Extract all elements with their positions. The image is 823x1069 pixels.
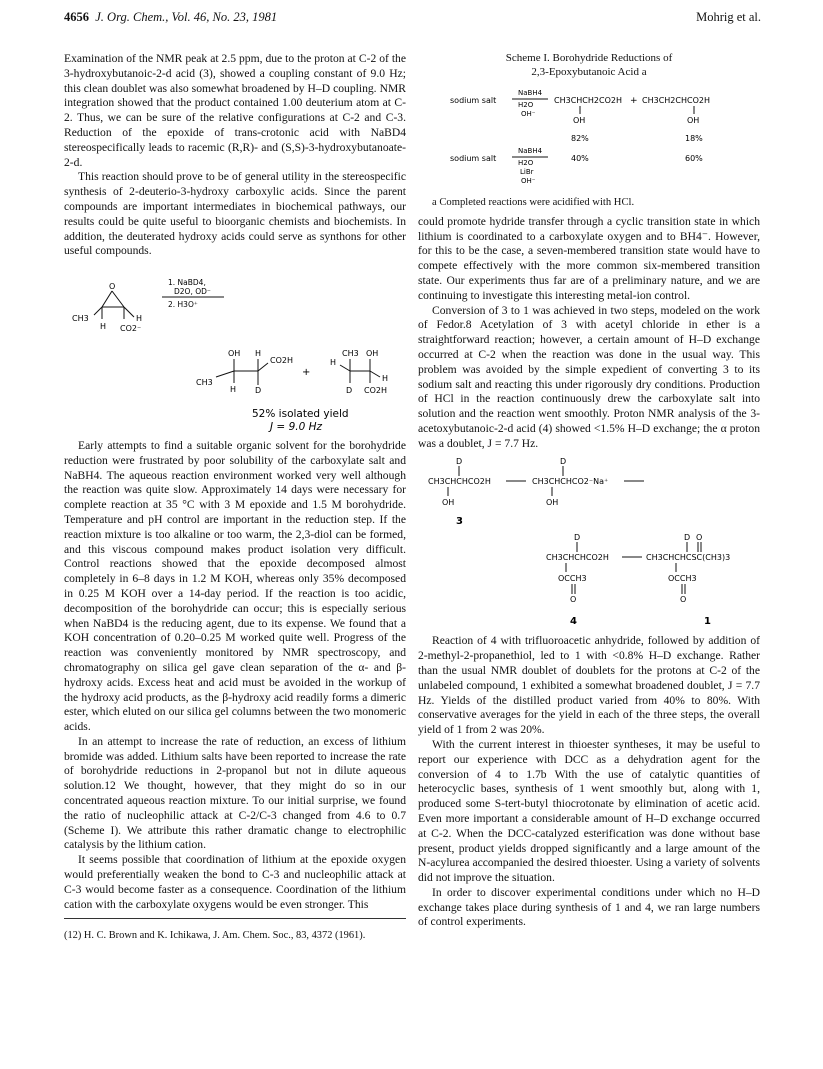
chem-4-o: O: [570, 594, 577, 604]
row2-nabh4: NaBH4: [518, 147, 543, 155]
paragraph: In order to discover experimental conditions under which no H–D exchange takes place during synthesis of 1 and 4, we ran large numbers of control experiments.: [418, 885, 760, 929]
row1-product-1: CH3CHCH2CO2H: [554, 96, 622, 105]
chem-salt: CH3CHCHCO2⁻Na⁺: [532, 476, 609, 486]
conversion-scheme: [418, 452, 760, 630]
label-4: 4: [570, 615, 577, 627]
p1-ch3: CH3: [196, 378, 213, 388]
chem-1-d: D: [684, 532, 691, 542]
chem-3: CH3CHCHCO2H: [428, 476, 491, 486]
row2-sodium-salt: sodium salt: [450, 154, 497, 163]
row1-plus: +: [630, 96, 638, 106]
paragraph: Early attempts to find a suitable organic solvent for the borohydride reduction were frustrated by poor solubility of the carboxylate salt and NaBH4. The aqueous reaction environment worked very well although the reaction was quite slow. Approximately 14 days were necessary for complete reaction at 35 °C with 3 M epoxide and 1.5 M borohydride. Temperature and pH control are important in the reduction step. If the reaction mixture is too alkaline or too warm, the 2,3-diol can be formed, and this viscous compound makes product isolation very difficult. Control reactions showed that the epoxide decomposed almost completely in 6–8 days in 1.2 M KOH, whereas only 35% decomposed in 0.25 M KOH over a 14-day period. If the reaction is too acidic, decomposition of the borohydride can occur; this is especially serious when NaBD4 is the reducing agent, due to its expense. We found that a KOH concentration of 0.20–0.25 M worked quite well. Progress of the reaction was conveniently monitored by NMR spectroscopy, and chromatography on silica gel gave clean separation of the α- and β-hydroxy acids. Excess heat and acid must be avoided in the workup of the hydroxy acid products, as the β-hydroxy acid readily forms a dimeric ester, which eluted on our silica gel columns between the two monomeric acids.: [64, 438, 406, 734]
paragraph: Examination of the NMR peak at 2.5 ppm, due to the proton at C-2 of the 3-hydroxybutanoic-2-d acid (3), showed a coupling constant of 9.0 Hz; this clean doublet was also somewhat broadened by H–D coupling. NMR integration showed that the product contained 1.00 deuterium atom at C-2. Thus, we can be sure of the relative configurations at C-2 and C-3. Reduction of the epoxide of trans-crotonic acid with NaBD4 stereospecifically leads to racemic (R,R)- and (S,S)-3-hydroxybutanoate-2-d.: [64, 52, 406, 169]
paragraph: Reaction of 4 with trifluoroacetic anhydride, followed by addition of 2-methyl-2-propanethiol, led to 1 with <0.8% H–D exchange. Rather than the usual NMR doublet of doublets for the protons at C-2 of the unlabeled compound, 1 exhibited a somewhat broadened doublet, J = 7.7 Hz. Yields of the distilled product varied from 40% to 80%. With conservative averages for the yield in each of the three steps, the overall yield of 1 from 2 was 20%.: [418, 634, 760, 737]
p2-d: D: [346, 386, 353, 396]
coupling-caption: J = 9.0 Hz: [270, 421, 323, 434]
row2-yield-2: 60%: [685, 154, 703, 163]
page-number: 4656: [64, 10, 89, 24]
scheme-title-line-1: Scheme I. Borohydride Reductions of: [505, 52, 673, 64]
p2-h-right: H: [382, 374, 389, 384]
row1-oh: OH⁻: [521, 110, 536, 118]
row1-yield-2: 18%: [685, 134, 703, 143]
p2-oh: OH: [366, 349, 379, 359]
row2-h2o: H2O: [518, 159, 534, 167]
chem-salt-d: D: [560, 456, 567, 466]
p1-h-top: H: [255, 349, 262, 359]
reagent-1b: D2O, OD⁻: [174, 287, 211, 297]
chem-1-occh3: OCCH3: [668, 573, 697, 583]
epoxide-h2: H: [136, 314, 143, 324]
p2-ch3: CH3: [342, 349, 359, 359]
epoxide-reduction-scheme: [64, 259, 406, 434]
chem-4: CH3CHCHCO2H: [546, 552, 609, 562]
row1-oh-1: OH: [573, 116, 586, 125]
row1-h2o: H2O: [518, 101, 534, 109]
product-structure-1: [216, 359, 268, 385]
journal-citation: J. Org. Chem., Vol. 46, No. 23, 1981: [95, 10, 278, 24]
reagent-1: 1. NaBD4,: [168, 278, 206, 288]
chem-1: CH3CHCHCSC(CH3)3: [646, 552, 731, 562]
scheme-i-diagram: [418, 79, 760, 191]
label-3: 3: [456, 515, 463, 527]
epoxide-o: O: [109, 282, 116, 292]
row1-yield-1: 82%: [571, 134, 589, 143]
running-header: [64, 10, 277, 25]
p1-oh: OH: [228, 349, 241, 359]
scheme-title-line-2: 2,3-Epoxybutanoic Acid a: [531, 65, 647, 78]
p1-co2h: CO2H: [270, 356, 293, 366]
row2-yield-1: 40%: [571, 154, 589, 163]
paragraph: could promote hydride transfer through a cyclic transition state in which lithium is coordinated to a carboxylate oxygen and to BH4⁻. However, for this to be the case, a seven-membered transition state would have to compete effectively with the more common six-membered transition state. Our experiments thus far are of a preliminary nature, and we are continuing to investigate this interesting metal-ion control.: [418, 214, 760, 302]
epoxide-h1: H: [100, 322, 107, 332]
chem-salt-oh: OH: [546, 497, 559, 507]
chem-4-occh3: OCCH3: [558, 573, 587, 583]
p2-h-left: H: [330, 358, 337, 368]
paragraph: With the current interest in thioester syntheses, it may be useful to report our experience with DCC as a dehydration agent for the conversion of 4 to 1.7b With the use of catalytic quantities of heterocyclic bases, synthesis of 1 went smoothly but, along with 1, produced some S-tert-butyl thiocrotonate by elimination of acetic acid. Even more important a considerable amount of H–D exchange occurred at C-2. When the DCC-catalyzed esterification was done without base present, product yields dropped significantly and a large amount of the N-acylurea accompanied the desired thioester. Using a variety of solvents did not improve the situation.: [418, 737, 760, 885]
p1-h-bot: H: [230, 385, 237, 395]
paragraph: It seems possible that coordination of lithium at the epoxide oxygen would preferentially weaken the bond to C-3 and nucleophilic attack at C-3 would become faster as a consequence. Coordination of the lithium cation with the carboxylate oxygens would be even stronger. This: [64, 853, 406, 911]
paragraph: This reaction should prove to be of general utility in the stereospecific synthesis of 2-deuterio-3-hydroxy carboxylic acids. Since the parent compounds are important intermediates in biochemical pathways, our results could be quite useful to bioorganic chemists and biochemists. In addition, the deuterated hydroxy acids could serve as synthons for other useful compounds.: [64, 170, 406, 258]
author-header: Mohrig et al.: [696, 10, 761, 24]
p1-d: D: [255, 386, 262, 396]
row1-product-2: CH3CH2CHCO2H: [642, 96, 710, 105]
row2-libr: LiBr: [520, 168, 534, 176]
chem-1-o: O: [696, 532, 703, 542]
yield-caption: 52% isolated yield: [252, 408, 349, 421]
epoxide-structure: [94, 291, 134, 319]
paragraph: In an attempt to increase the rate of reduction, an excess of lithium bromide was added. Lithium salts have been reported to increase the rate of borohydride reductions in 2-propanol but not in dilute aqueous solution.12 We thought, however, that they might do so in our concentrated aqueous reaction mixture. To our initial surprise, we found the ratio of nucleophilic attack at C-2/C-3 changed from 4.6 to 0.7 (Scheme I). We attribute this rather dramatic change to electrophilic catalysis by the lithium cation.: [64, 734, 406, 852]
row2-oh: OH⁻: [521, 177, 536, 185]
p2-co2h: CO2H: [364, 386, 387, 396]
row1-sodium-salt: sodium salt: [450, 96, 497, 105]
left-column: [64, 52, 406, 953]
epoxide-co2: CO2⁻: [120, 324, 142, 334]
chem-4-d: D: [574, 532, 581, 542]
epoxide-ch3: CH3: [72, 314, 89, 324]
footnote-rule: [64, 918, 406, 919]
chem-3-oh: OH: [442, 497, 455, 507]
footnote: (12) H. C. Brown and K. Ichikawa, J. Am. Chem. Soc., 83, 4372 (1961).: [64, 929, 366, 941]
row1-oh-2: OH: [687, 116, 700, 125]
scheme-title: [418, 52, 760, 79]
label-1: 1: [704, 615, 711, 627]
chem-3-d: D: [456, 456, 463, 466]
scheme-footnote: a Completed reactions were acidified with HCl.: [432, 196, 635, 208]
paragraph: Conversion of 3 to 1 was achieved in two steps, modeled on the work of Fedor.8 Acetylation of 3 with acetyl chloride in ether is a straightforward reaction; however, a certain amount of H–D exchange occurred at C-2 when the reaction was done in the usual way. This problem was avoided by the simple expedient of converting 3 to its sodium salt and reacting this under rigorously dry conditions. Production of HCl in the reaction continuously drew the carboxylate salt into solution and the reaction went smoothly. Proton NMR analysis of the 3-acetoxybutanoic-2-d acid (4) showed <1.5% H–D exchange; the α proton was a doublet, J = 7.7 Hz.: [418, 303, 760, 450]
right-column: [418, 52, 760, 930]
row1-nabh4: NaBH4: [518, 89, 543, 97]
product-structure-2: [340, 359, 380, 383]
chem-1-o-bottom: O: [680, 594, 687, 604]
reagent-2: 2. H3O⁺: [168, 300, 198, 310]
plus-sign: +: [302, 367, 311, 379]
